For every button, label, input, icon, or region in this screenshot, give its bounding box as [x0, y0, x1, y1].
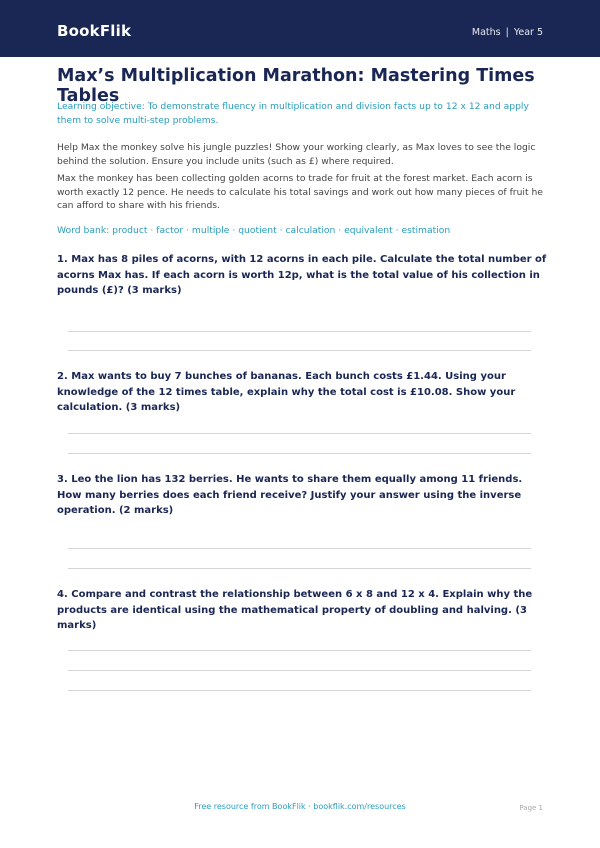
subject-separator: | — [505, 27, 509, 38]
page-title: Max’s Multiplication Marathon: Mastering Times Tables — [57, 66, 535, 106]
story-paragraph: Max the monkey has been collecting golden acorns to trade for fruit at the forest market. Each acorn is worth exactly 12 pence. He needs to calculate his total savings and work out how many pieces of fruit he can afford to share with his friends. — [57, 173, 543, 211]
word-bank: Word bank: product · factor · multiple · quotient · calculation · equivalent · estimation — [57, 225, 451, 236]
learning-objective: Learning objective: To demonstrate fluency in multiplication and division facts up to 12 x 12 and apply them to solve multi-step problems. — [57, 101, 529, 126]
subject-label: Maths — [471, 27, 501, 38]
answer-line[interactable] — [68, 548, 531, 549]
intro-paragraph: Help Max the monkey solve his jungle puzzles! Show your working clearly, as Max loves to see the logic behind the solution. Ensure you include units (such as £) where required. — [57, 142, 536, 167]
page-number: Page 1 — [519, 804, 543, 812]
question-4: 4. Compare and contrast the relationship between 6 x 8 and 12 x 4. Explain why the products are identical using the mathematical property of doubling and halving. (3 marks) — [57, 589, 533, 631]
question-3: 3. Leo the lion has 132 berries. He wants to share them equally among 11 friends. How many berries does each friend receive? Justify your answer using the inverse operation. (2 marks) — [57, 474, 523, 516]
page-header — [0, 0, 600, 57]
question-2: 2. Max wants to buy 7 bunches of bananas. Each bunch costs £1.44. Using your knowledge of the 12 times table, explain why the total cost is £10.08. Show your calculation. (3 marks) — [57, 371, 516, 413]
answer-line[interactable] — [68, 650, 531, 651]
answer-line[interactable] — [68, 433, 531, 434]
footer-resource-link[interactable]: Free resource from BookFlik · bookflik.com/resources — [194, 802, 406, 811]
answer-line[interactable] — [68, 670, 531, 671]
answer-line[interactable] — [68, 690, 531, 691]
question-1: 1. Max has 8 piles of acorns, with 12 acorns in each pile. Calculate the total number of acorns Max has. If each acorn is worth 12p, what is the total value of his collection in pounds (£)? (3 marks) — [57, 254, 547, 296]
brand-logo[interactable]: BookFlik — [57, 22, 132, 40]
answer-line[interactable] — [68, 331, 531, 332]
answer-line[interactable] — [68, 350, 531, 351]
answer-line[interactable] — [68, 453, 531, 454]
year-label: Year 5 — [513, 27, 543, 38]
subject-year-label — [472, 27, 543, 38]
answer-line[interactable] — [68, 568, 531, 569]
